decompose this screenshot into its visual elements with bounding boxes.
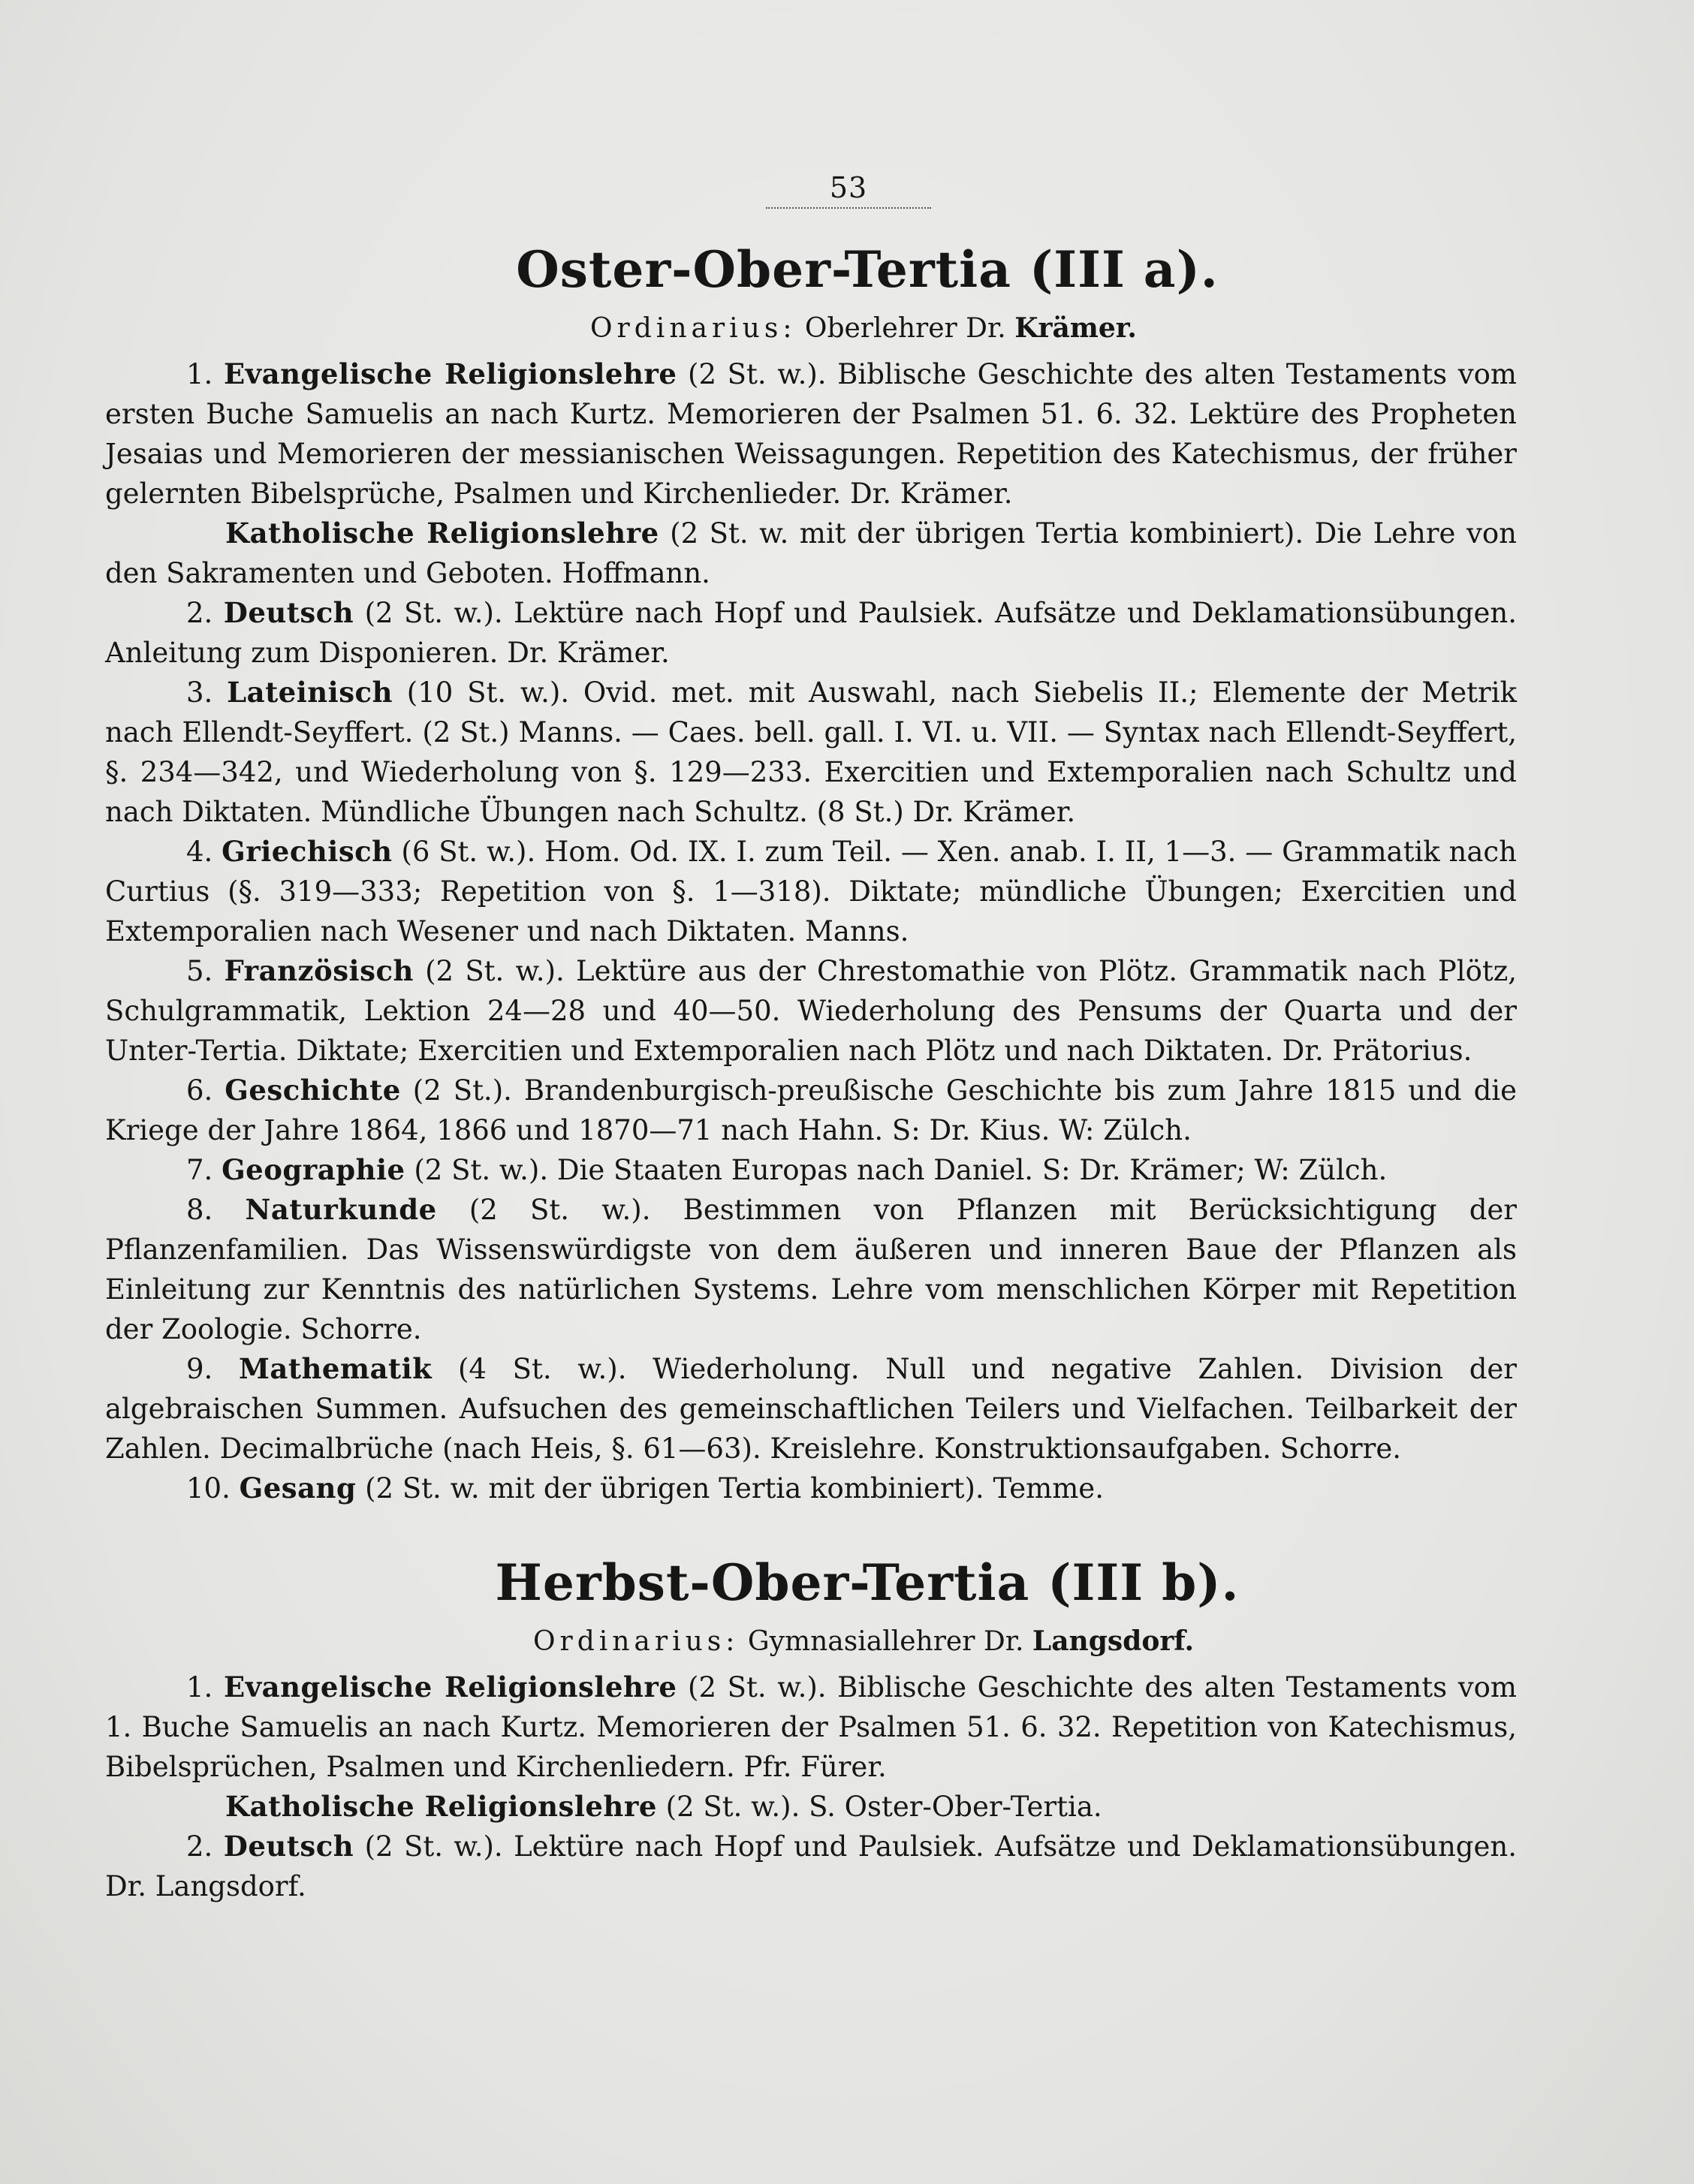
page-number-rule	[766, 207, 931, 209]
entry-subject: Französisch	[224, 954, 414, 987]
entry-ev-religion	[105, 354, 1517, 514]
entry-naturkunde	[105, 1190, 1517, 1349]
entry-lateinisch	[105, 673, 1517, 832]
entry-text: (2 St. w.). Lektüre aus der Chrestomathie von Plötz. Grammatik nach Plötz, Schulgrammatik, Lektion 24—28 und 40—50. Wiederholung des Pensums der Quarta und der Unter-Tertia. Diktate; Exercitien und Extemporalien nach Plötz und nach Diktaten. Dr. Prätorius.	[105, 955, 1517, 1067]
entry-number: 4.	[186, 836, 222, 868]
entry-text: (2 St. w.). S. Oster-Ober-Tertia.	[656, 1791, 1102, 1823]
section-b-title: Herbst-Ober-Tertia (III b).	[495, 1553, 1240, 1612]
entry-subject: Lateinisch	[227, 676, 393, 709]
section-b-ordinarius	[210, 1625, 1517, 1657]
ordinarius-label: Ordinarius:	[590, 313, 797, 344]
ordinarius-role: Oberlehrer Dr.	[796, 313, 1015, 344]
entry-subject: Katholische Religionslehre	[225, 517, 659, 550]
entry-geographie	[105, 1150, 1517, 1190]
entry-number: 3.	[186, 676, 228, 709]
section-b-entries	[105, 1667, 1517, 1906]
section-a-entries	[105, 354, 1517, 1508]
page-content	[105, 171, 1517, 1906]
entry-franzoesisch	[105, 951, 1517, 1071]
entry-subject: Naturkunde	[245, 1193, 437, 1226]
entry-text: (2 St. w. mit der übrigen Tertia kombiniert). Temme.	[356, 1472, 1104, 1505]
ordinarius-role: Gymnasiallehrer Dr.	[739, 1626, 1032, 1657]
entry-deutsch	[105, 1827, 1517, 1906]
section-a-title: Oster-Ober-Tertia (III a).	[516, 240, 1219, 299]
page-number: 53	[829, 171, 868, 204]
entry-subject: Evangelische Religionslehre	[223, 1670, 677, 1704]
entry-text: (2 St. w.). Lektüre nach Hopf und Paulsiek. Aufsätze und Deklamationsübungen. Anleitung zum Disponieren. Dr. Krämer.	[105, 597, 1517, 669]
entry-subject: Geschichte	[225, 1074, 401, 1107]
entry-deutsch	[105, 593, 1517, 673]
entry-gesang	[105, 1469, 1517, 1508]
entry-number: 5.	[186, 955, 225, 987]
entry-griechisch	[105, 832, 1517, 951]
entry-subject: Gesang	[239, 1472, 357, 1505]
entry-number: 1.	[186, 358, 224, 390]
entry-number: 7.	[186, 1154, 222, 1186]
entry-subject: Mathematik	[238, 1352, 433, 1385]
entry-number: 2.	[186, 1830, 224, 1863]
entry-subject: Deutsch	[223, 1830, 354, 1863]
entry-subject: Evangelische Religionslehre	[223, 357, 677, 390]
ordinarius-name: Krämer.	[1014, 312, 1137, 344]
entry-text: (2 St. w.). Biblische Geschichte des alten Testaments vom ersten Buche Samuelis an nach Kurtz. Memorieren der Psalmen 51. 6. 32. Lektüre des Propheten Jesaias und Memorieren der messianischen Weissagungen. Repetition des Katechismus, der früher gelernten Bibelsprüche, Psalmen und Kirchenlieder. Dr. Krämer.	[105, 358, 1517, 510]
entry-number: 10.	[186, 1472, 240, 1505]
entry-text: (4 St. w.). Wiederholung. Null und negative Zahlen. Division der algebraischen Summen. Aufsuchen des gemeinschaftlichen Teilers und Vielfachen. Teilbarkeit der Zahlen. Decimalbrüche (nach Heis, §. 61—63). Kreislehre. Konstruktionsaufgaben. Schorre.	[105, 1353, 1517, 1465]
entry-text: (2 St.). Brandenburgisch-preußische Geschichte bis zum Jahre 1815 und die Kriege der Jahre 1864, 1866 und 1870—71 nach Hahn. S: Dr. Kius. W: Zülch.	[105, 1074, 1517, 1146]
entry-number: 1.	[186, 1671, 224, 1704]
entry-text: (6 St. w.). Hom. Od. IX. I. zum Teil. — Xen. anab. I. II, 1—3. — Grammatik nach Curtius (§. 319—333; Repetition von §. 1—318). Diktate; mündliche Übungen; Exercitien und Extemporalien nach Wesener und nach Diktaten. Manns.	[105, 836, 1517, 947]
entry-ev-religion	[105, 1667, 1517, 1787]
entry-number: 6.	[186, 1074, 225, 1107]
entry-text: (2 St. w.). Die Staaten Europas nach Daniel. S: Dr. Krämer; W: Zülch.	[405, 1154, 1388, 1186]
entry-text: (2 St. w.). Lektüre nach Hopf und Paulsiek. Aufsätze und Deklamationsübungen. Dr. Langsdorf.	[105, 1830, 1517, 1902]
entry-text: (2 St. w.). Biblische Geschichte des alten Testaments vom 1. Buche Samuelis an nach Kurtz. Memorieren der Psalmen 51. 6. 32. Repetition von Katechismus, Bibelsprüchen, Psalmen und Kirchenliedern. Pfr. Fürer.	[105, 1671, 1517, 1783]
entry-mathematik	[105, 1349, 1517, 1469]
entry-subject: Katholische Religionslehre	[225, 1790, 657, 1823]
entry-subject: Geographie	[222, 1153, 405, 1186]
section-gap	[105, 1508, 1517, 1538]
entry-subject: Griechisch	[222, 835, 393, 868]
entry-kath-religion	[105, 514, 1517, 593]
entry-number: 8.	[186, 1194, 246, 1226]
entry-kath-religion	[105, 1787, 1517, 1827]
entry-number: 2.	[186, 597, 224, 629]
entry-text: (10 St. w.). Ovid. met. mit Auswahl, nach Siebelis II.; Elemente der Metrik nach Ellendt-Seyffert. (2 St.) Manns. — Caes. bell. gall. I. VI. u. VII. — Syntax nach Ellendt-Seyffert, §. 234—342, und Wiederholung von §. 129—233. Exercitien und Extemporalien nach Schultz und nach Diktaten. Mündliche Übungen nach Schultz. (8 St.) Dr. Krämer.	[105, 676, 1517, 828]
entry-subject: Deutsch	[223, 596, 354, 629]
ordinarius-label: Ordinarius:	[532, 1626, 740, 1657]
entry-text: (2 St. w.). Bestimmen von Pflanzen mit Berücksichtigung der Pflanzenfamilien. Das Wissenswürdigste von dem äußeren und inneren Baue der Pflanzen als Einleitung zur Kenntnis des natürlichen Systems. Lehre vom menschlichen Körper mit Repetition der Zoologie. Schorre.	[105, 1194, 1517, 1345]
entry-geschichte	[105, 1071, 1517, 1150]
section-a-ordinarius	[210, 312, 1517, 344]
ordinarius-name: Langsdorf.	[1032, 1625, 1195, 1657]
entry-number: 9.	[186, 1353, 239, 1385]
entry-text: (2 St. w. mit der übrigen Tertia kombiniert). Die Lehre von den Sakramenten und Geboten. Hoffmann.	[105, 517, 1517, 589]
